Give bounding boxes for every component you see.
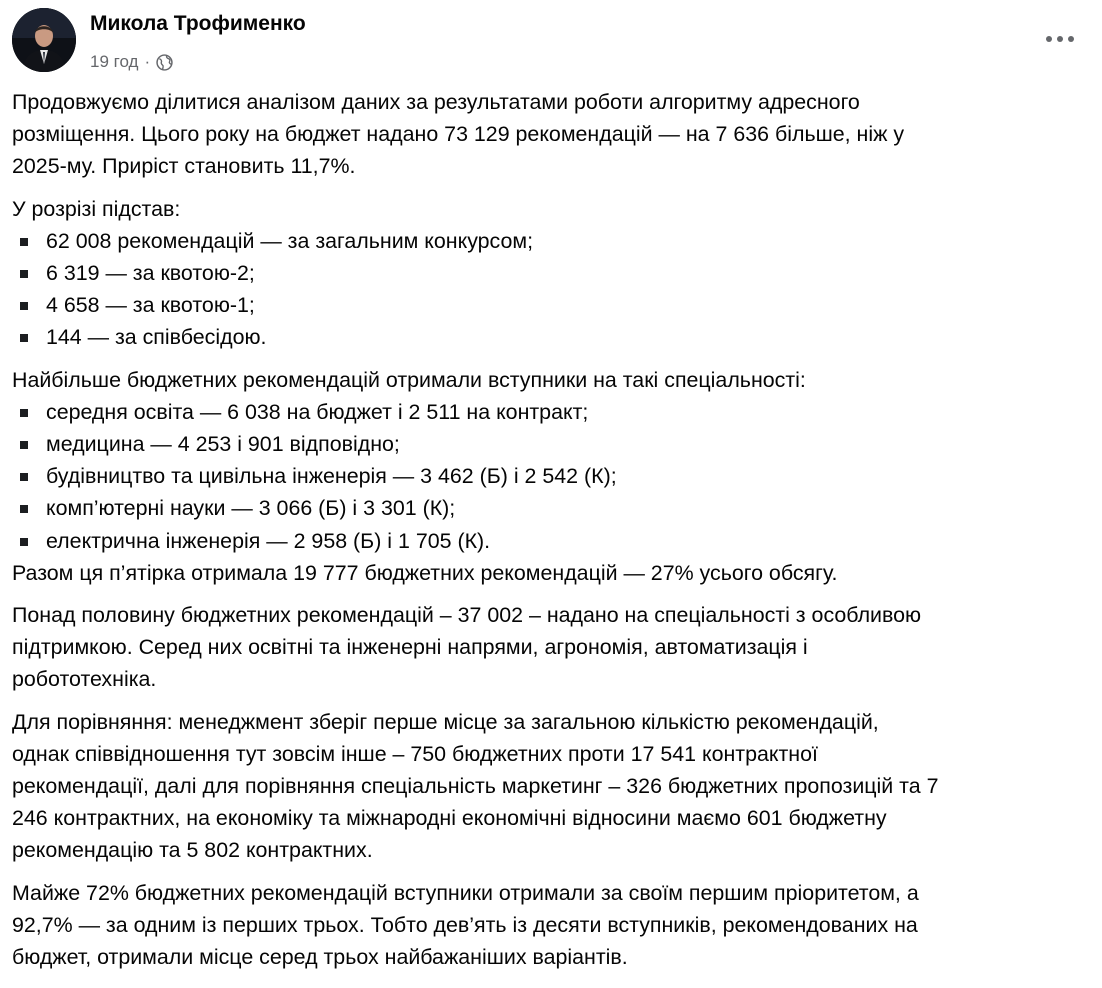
text-line: Продовжуємо ділитися аналізом даних за результатами роботи алгоритму адресного [12, 90, 860, 114]
text-line: розміщення. Цього року на бюджет надано 73 129 рекомендацій — на 7 636 більше, ніж у [12, 122, 905, 147]
text-line: 2025-му. Приріст становить 11,7%. [12, 154, 356, 179]
text-line: Для порівняння: менеджмент зберіг перше місце за загальною кількістю рекомендацій, [12, 709, 879, 734]
text-line: робототехніка. [12, 667, 157, 692]
specialties-heading: Найбільше бюджетних рекомендацій отримали вступники на такі спеціальності: [12, 367, 806, 392]
meta-separator: · [144, 52, 151, 71]
specialties-summary: Разом ця п’ятірка отримала 19 777 бюджетних рекомендацій — 27% усього обсягу. [12, 560, 838, 585]
bases-list [12, 225, 1082, 354]
text-line: Майже 72% бюджетних рекомендацій вступники отримали за своїм першим пріоритетом, а [12, 880, 919, 905]
text-line: рекомендацію та 5 802 контрактних. [12, 838, 373, 863]
author-name[interactable]: Микола Трофименко [90, 12, 306, 35]
bases-heading: У розрізі підстав: [12, 196, 181, 221]
comparison-paragraph [12, 706, 1082, 867]
specialties-section [12, 364, 1082, 589]
post-meta [90, 52, 173, 72]
list-item: будівництво та цивільна інженерія — 3 462 (Б) і 2 542 (К); [12, 460, 1082, 492]
post-timestamp[interactable]: 19 год [90, 52, 139, 71]
text-line: 92,7% — за одним із перших трьох. Тобто дев’ять із десяти вступників, рекомендованих на [12, 912, 918, 937]
list-item: медицина — 4 253 і 901 відповідно; [12, 428, 1082, 460]
text-line: рекомендації, далі для порівняння спеціальність маркетинг – 326 бюджетних пропозицій та 7 [12, 774, 939, 799]
list-item: середня освіта — 6 038 на бюджет і 2 511 на контракт; [12, 396, 1082, 428]
text-line: підтримкою. Серед них освітні та інженерні напрями, агрономія, автоматизація і [12, 635, 808, 660]
priority-paragraph [12, 877, 1082, 974]
support-paragraph [12, 599, 1082, 696]
list-item: 4 658 — за квотою-1; [12, 289, 1082, 321]
post-text [12, 86, 1082, 983]
list-item: комп’ютерні науки — 3 066 (Б) і 3 301 (К); [12, 492, 1082, 524]
more-horizontal-icon [1045, 35, 1075, 43]
post-header [12, 8, 1090, 74]
bases-section [12, 193, 1082, 354]
avatar[interactable] [12, 8, 76, 72]
user-avatar-icon [12, 8, 76, 72]
text-line: бюджет, отримали місце серед трьох найбажаніших варіантів. [12, 945, 628, 970]
list-item: 6 319 — за квотою-2; [12, 257, 1082, 289]
intro-paragraph [12, 86, 1082, 183]
specialties-list [12, 396, 1082, 557]
globe-icon[interactable] [156, 54, 173, 71]
list-item: електрична інженерія — 2 958 (Б) і 1 705 (К). [12, 525, 1082, 557]
list-item: 62 008 рекомендацій — за загальним конкурсом; [12, 225, 1082, 257]
more-options-button[interactable] [1040, 24, 1080, 54]
text-line: однак співвідношення тут зовсім інше – 750 бюджетних проти 17 541 контрактної [12, 741, 818, 766]
text-line: 246 контрактних, на економіку та міжнародні економічні відносини маємо 601 бюджетну [12, 806, 887, 831]
list-item: 144 — за співбесідою. [12, 321, 1082, 353]
text-line: Понад половину бюджетних рекомендацій – 37 002 – надано на спеціальності з особливою [12, 603, 922, 628]
